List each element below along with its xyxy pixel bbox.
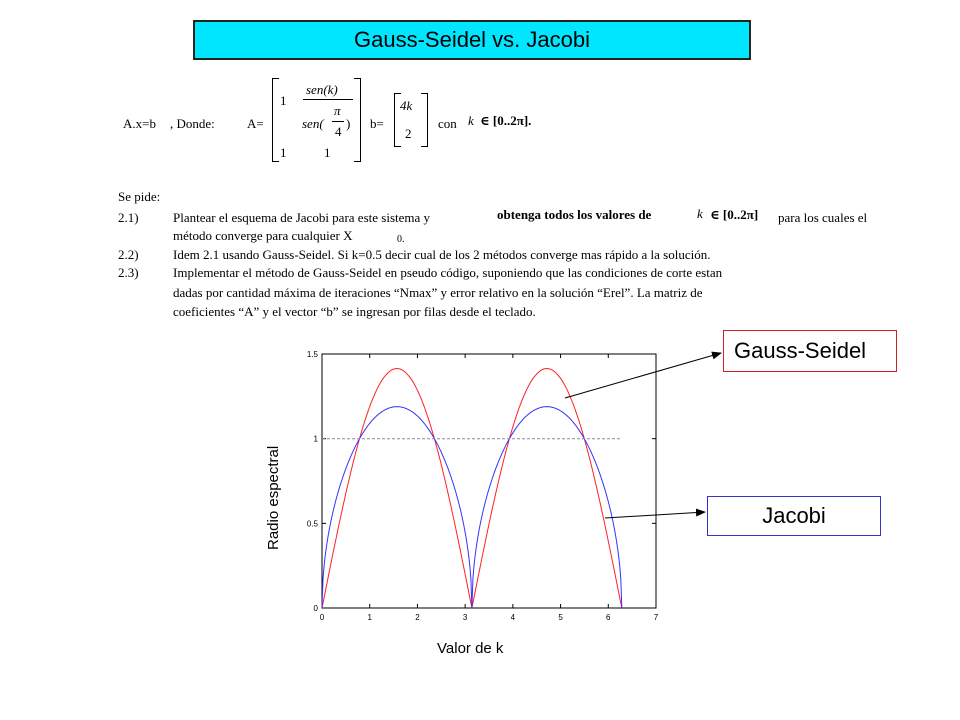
x-tick-label: 7 (653, 613, 659, 622)
task-2-1-bold: obtenga todos los valores de (497, 207, 652, 222)
range-label: ∈ [0..2π]. (480, 113, 532, 128)
matrix-a-r2-pi: π (334, 103, 341, 118)
y-tick-label: 0 (313, 604, 318, 613)
vector-b-r2: 2 (405, 126, 412, 141)
matrix-a-r1c1: 1 (280, 93, 287, 108)
task-2-1-line1a: Plantear el esquema de Jacobi para este sistema y (173, 210, 431, 225)
range-k: k (468, 113, 474, 128)
legend-gauss-seidel: Gauss-Seidel (723, 330, 897, 372)
vector-b-label: b= (370, 116, 384, 131)
task-2-1-line2: método converge para cualquier X (173, 228, 353, 243)
task-2-1-k: k (697, 206, 703, 221)
system-label: A.x=b (123, 116, 156, 131)
x-tick-label: 2 (415, 613, 420, 622)
con-label: con (438, 116, 457, 131)
task-2-3-line3: coeficientes “A” y el vector “b” se ingresan por filas desde el teclado. (173, 304, 536, 319)
x-tick-label: 6 (606, 613, 611, 622)
x-axis-label: Valor de k (437, 640, 504, 657)
matrix-a-r3c1: 1 (280, 145, 287, 160)
matrix-a-r2-den: 4 (335, 124, 342, 139)
plot-frame (322, 354, 656, 608)
y-tick-label: 1.5 (306, 350, 318, 359)
matrix-a-r2-sen: sen( (302, 116, 324, 131)
donde-label: , Donde: (170, 116, 215, 131)
task-2-2-line1: Idem 2.1 usando Gauss-Seidel. Si k=0.5 decir cual de los 2 métodos converge mas rápido a la solución. (173, 247, 711, 262)
task-2-1-range: ∈ [0..2π] (710, 207, 759, 222)
slide-title: Gauss-Seidel vs. Jacobi (193, 20, 751, 60)
legend-jacobi: Jacobi (707, 496, 881, 536)
vector-b-r1: 4k (400, 98, 413, 113)
task-2-1-num: 2.1) (118, 210, 139, 225)
x-tick-label: 0 (319, 613, 325, 622)
task-2-1-subscript: 0. (397, 234, 405, 245)
task-2-2-num: 2.2) (118, 247, 139, 262)
x-tick-label: 1 (367, 613, 372, 622)
matrix-a-r1c2: sen(k) (306, 82, 338, 97)
matrix-a-r2-close: ) (346, 116, 351, 131)
matrix-a-label: A= (247, 116, 264, 131)
y-axis-label: Radio espectral (265, 445, 282, 550)
x-tick-label: 5 (558, 613, 563, 622)
task-2-1-line1b: para los cuales el (778, 210, 868, 225)
y-tick-label: 1 (313, 434, 318, 444)
x-tick-label: 4 (510, 613, 516, 622)
task-2-3-line1: Implementar el método de Gauss-Seidel en pseudo código, suponiendo que las condiciones de corte estan (173, 265, 723, 280)
matrix-a-r3c2: 1 (324, 145, 331, 160)
task-heading: Se pide: (118, 189, 161, 204)
task-2-3-num: 2.3) (118, 265, 139, 280)
y-tick-label: 0.5 (306, 519, 318, 529)
task-2-3-line2: dadas por cantidad máxima de iteraciones “Nmax” y error relativo en la solución “Erel”. La matriz de (173, 285, 703, 300)
x-tick-label: 3 (462, 613, 468, 622)
